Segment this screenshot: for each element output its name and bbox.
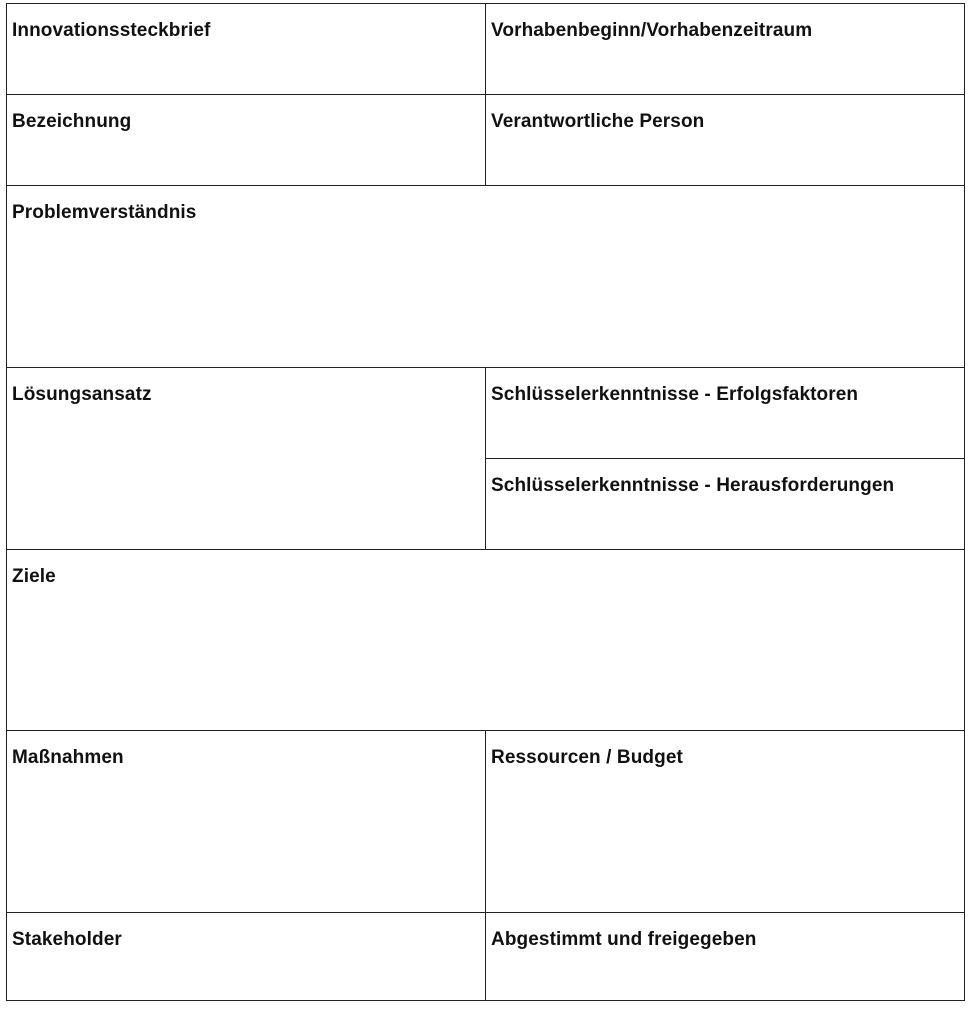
designation-label: Bezeichnung <box>12 111 132 132</box>
stakeholder-cell[interactable] <box>6 912 486 1001</box>
resources-budget-cell[interactable] <box>485 730 965 913</box>
approved-released-cell[interactable] <box>485 912 965 1001</box>
approved-released-label: Abgestimmt und freigegeben <box>491 929 757 950</box>
innovation-brief-form <box>6 3 964 1001</box>
project-period-label: Vorhabenbeginn/Vorhabenzeitraum <box>491 20 813 41</box>
stakeholder-label: Stakeholder <box>12 929 122 950</box>
responsible-person-label: Verantwortliche Person <box>491 111 705 132</box>
innovation-brief-label: Innovationssteckbrief <box>12 20 211 41</box>
resources-budget-label: Ressourcen / Budget <box>491 747 683 768</box>
innovation-brief-cell[interactable] <box>6 3 486 95</box>
measures-cell[interactable] <box>6 730 486 913</box>
problem-understanding-cell[interactable] <box>6 185 965 368</box>
solution-approach-label: Lösungsansatz <box>12 384 152 405</box>
designation-cell[interactable] <box>6 94 486 186</box>
solution-approach-cell[interactable] <box>6 367 486 550</box>
measures-label: Maßnahmen <box>12 747 124 768</box>
goals-label: Ziele <box>12 566 56 587</box>
goals-cell[interactable] <box>6 549 965 732</box>
project-period-cell[interactable] <box>485 3 965 95</box>
key-insights-success-label: Schlüsselerkenntnisse - Erfolgsfaktoren <box>491 384 859 405</box>
problem-understanding-label: Problemverständnis <box>12 202 197 223</box>
key-insights-challenges-label: Schlüsselerkenntnisse - Herausforderungen <box>491 475 895 496</box>
key-insights-challenges-cell[interactable] <box>485 458 965 550</box>
responsible-person-cell[interactable] <box>485 94 965 186</box>
key-insights-success-cell[interactable] <box>485 367 965 459</box>
